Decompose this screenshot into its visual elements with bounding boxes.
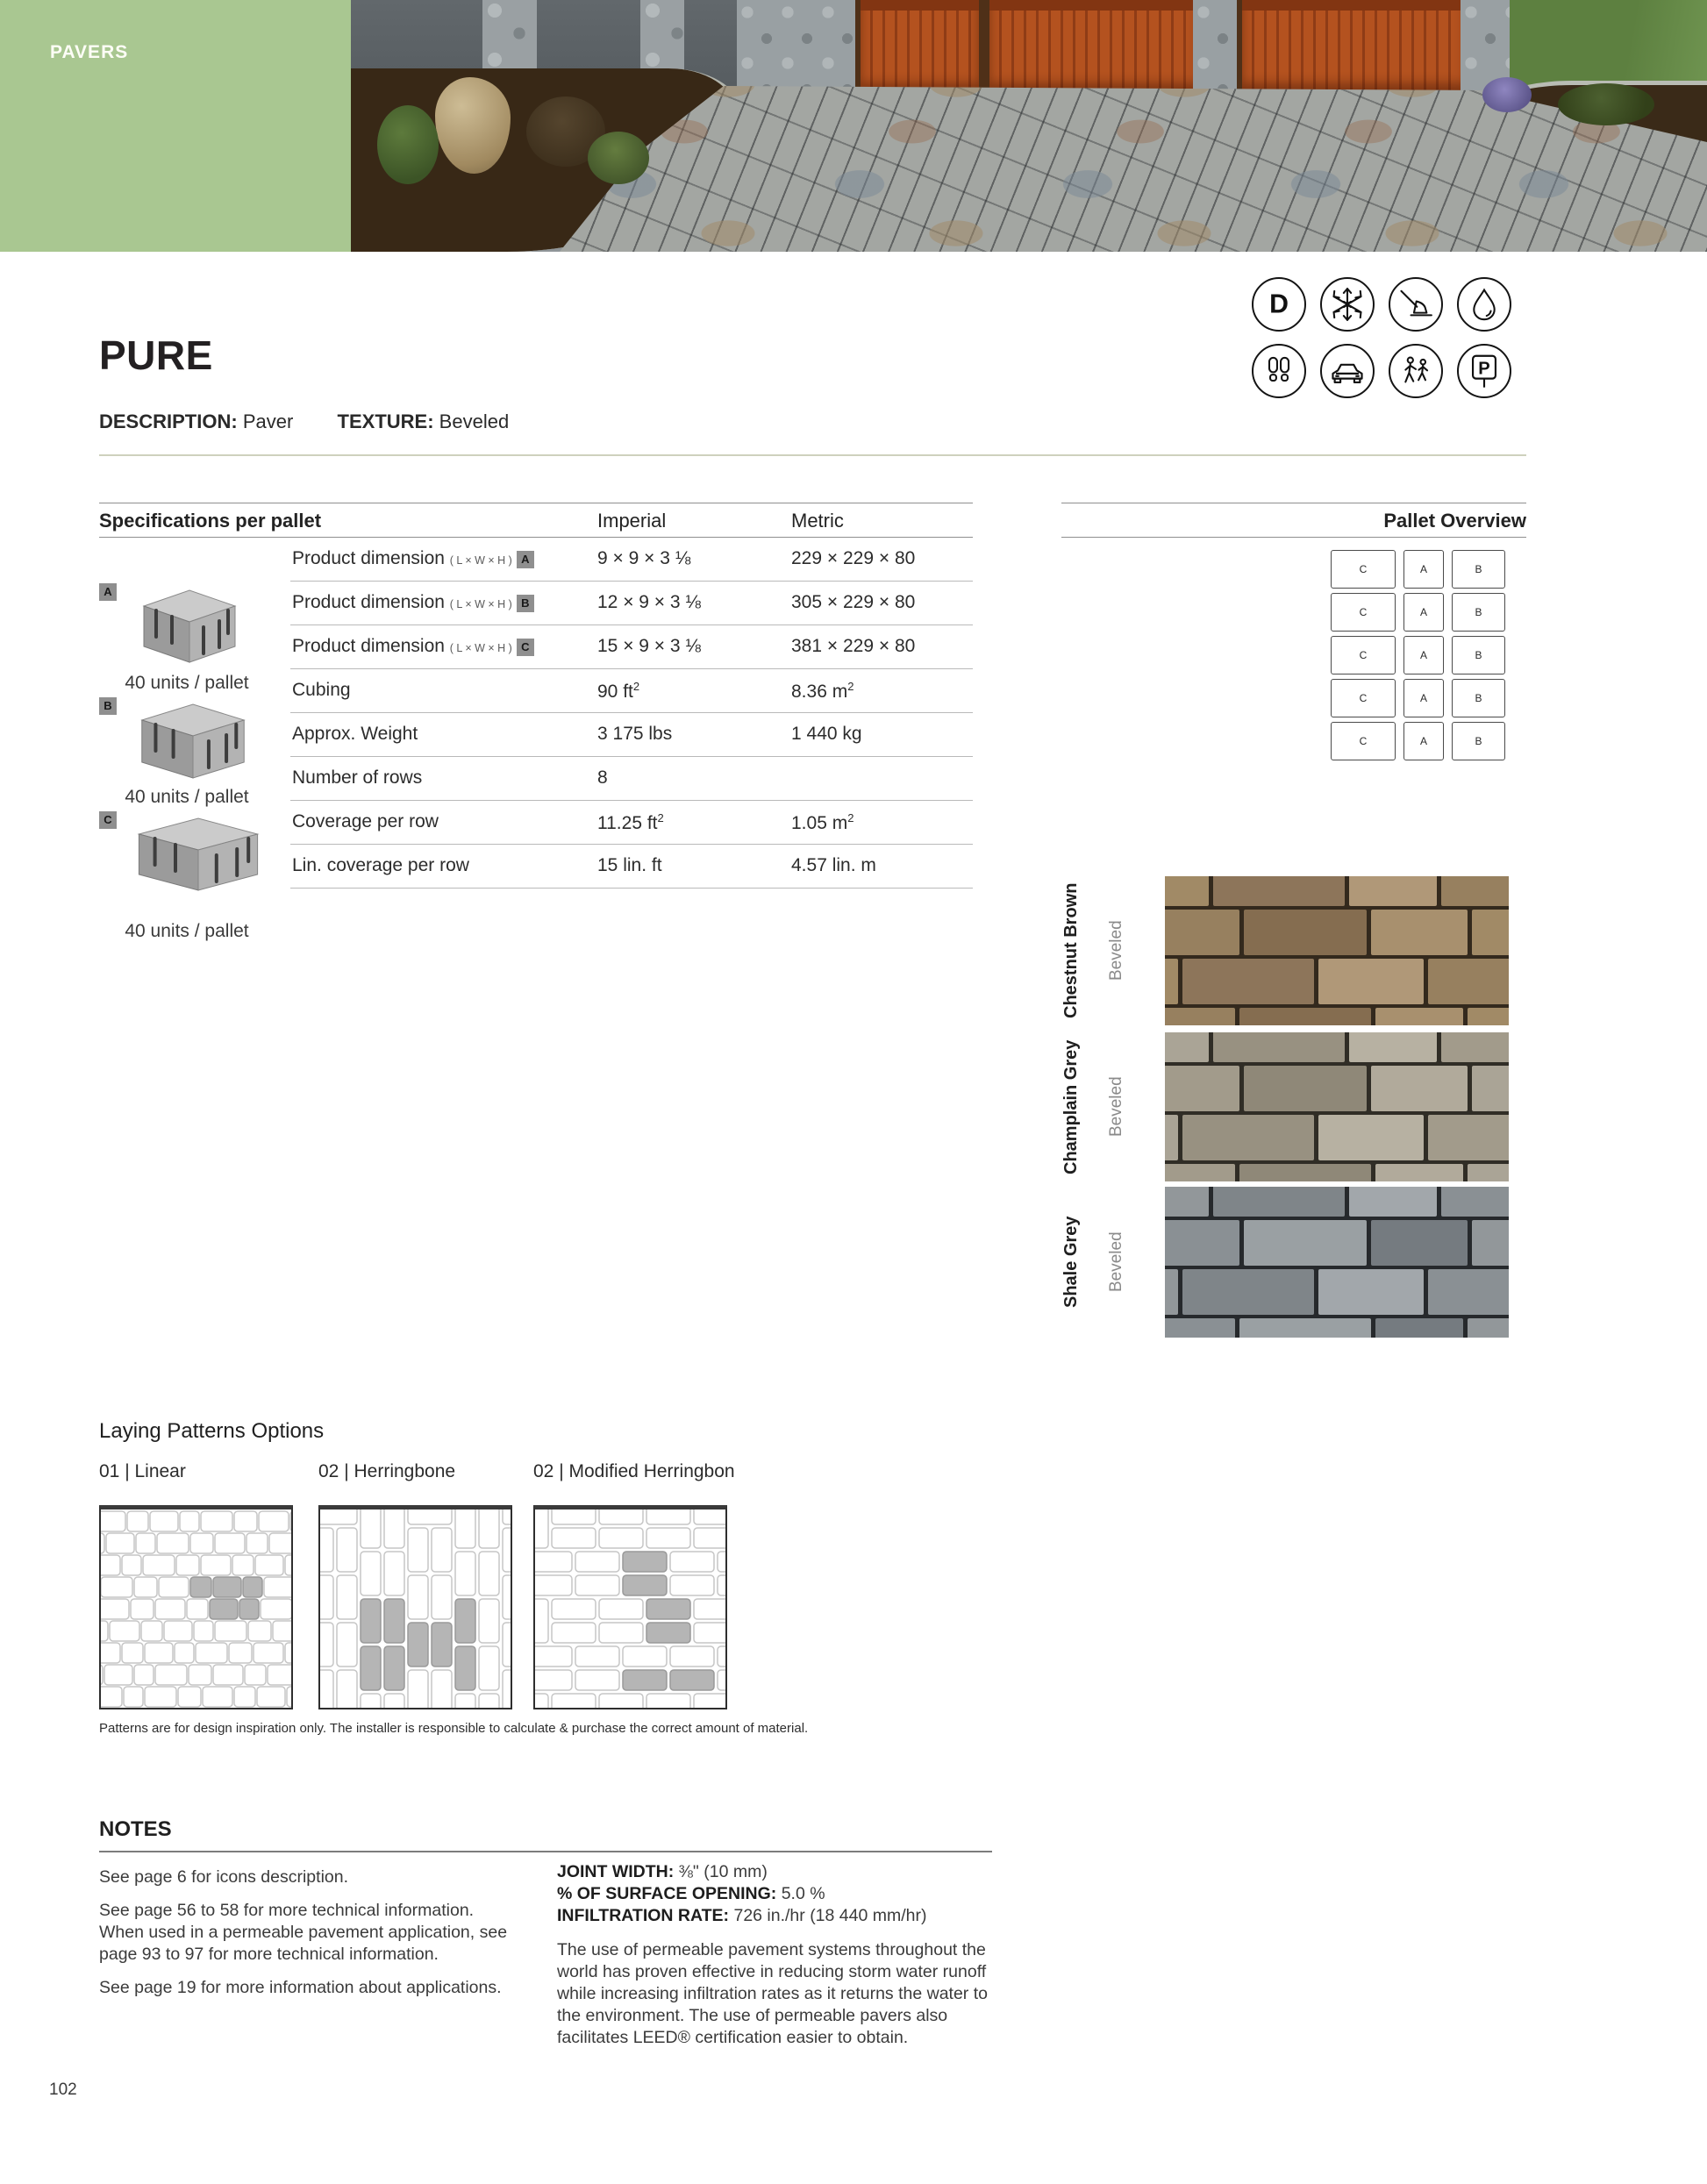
- snow-plow-icon: [1389, 277, 1443, 332]
- swatch-brick: [1239, 1318, 1371, 1338]
- swatch-brick: [1371, 910, 1468, 955]
- letter-d-icon: [1252, 277, 1306, 332]
- product-illustration-b: [99, 697, 290, 811]
- swatch-brick: [1318, 1269, 1424, 1315]
- product-illustration-c: [99, 811, 290, 941]
- swatch-brick: [1213, 1187, 1345, 1217]
- rule: [1061, 537, 1526, 538]
- description-value: Paver: [242, 410, 294, 432]
- spec-row: [290, 538, 973, 582]
- parking-icon: [1457, 344, 1511, 398]
- divider: [99, 454, 1526, 456]
- size-badge: A: [99, 583, 117, 601]
- swatch-row: [1061, 1032, 1526, 1181]
- metric-value: 1.05 $m^2$: [791, 811, 854, 833]
- units-per-pallet: 40 units / pallet: [125, 673, 249, 693]
- notes-title: NOTES: [99, 1817, 172, 1841]
- note-paragraph: See page 6 for icons description.: [99, 1867, 349, 1887]
- metric-value: 1 440 kg: [791, 724, 862, 744]
- metric-value: 381 × 229 × 80: [791, 636, 916, 656]
- metric-value: 8.36 $m^2$: [791, 680, 854, 702]
- swatch-brick: [1441, 1032, 1509, 1062]
- car-icon: [1320, 344, 1375, 398]
- note-paragraph: See page 56 to 58 for more technical information. When used in a permeable pavement application, see page 93 to 97 for more technical information.: [99, 1901, 508, 1964]
- pattern-label: 02 | Modified Herringbon: [533, 1461, 735, 1481]
- notes-right-column: [557, 1861, 996, 2049]
- imperial-value: 3 175 lbs: [597, 724, 673, 744]
- size-badge: B: [99, 697, 117, 715]
- swatch-brick: [1318, 959, 1424, 1004]
- spec-row-label: Product dimension ( L × W × H ) B: [292, 592, 534, 613]
- swatch-brick: [1165, 1220, 1239, 1266]
- pallet-brick-a: A: [1403, 722, 1444, 760]
- size-badge: A: [517, 551, 534, 568]
- page-number: 102: [49, 2081, 77, 2099]
- note-spec-line: INFILTRATION RATE: 726 in./hr (18 440 mm/hr): [557, 1906, 927, 1925]
- attribute-icons: [1252, 277, 1515, 398]
- texture-label: TEXTURE:: [337, 410, 434, 432]
- imperial-value: 15 lin. ft: [597, 855, 662, 875]
- section-label: PAVERS: [50, 42, 129, 62]
- hero-photo: [351, 0, 1707, 252]
- spec-row-label: Cubing: [292, 680, 351, 700]
- swatch-brick: [1441, 876, 1509, 906]
- spec-row: [290, 625, 973, 669]
- hero-grass: [1510, 0, 1707, 88]
- imperial-value: 8: [597, 767, 608, 788]
- swatch-brick: [1441, 1187, 1509, 1217]
- swatch-brick: [1371, 1066, 1468, 1111]
- swatch-brick: [1165, 1164, 1235, 1181]
- spec-rows: [290, 538, 973, 889]
- pallet-brick-a: A: [1403, 593, 1444, 632]
- pallet-brick-c: C: [1331, 679, 1396, 717]
- swatch-texture-image: [1165, 1187, 1509, 1338]
- swatch-brick: [1213, 876, 1345, 906]
- swatch-brick: [1375, 1164, 1463, 1181]
- swatch-brick: [1239, 1008, 1371, 1025]
- hero-shrub: [588, 132, 649, 184]
- imperial-value: 11.25 $ft^2$: [597, 811, 664, 833]
- pallet-brick-c: C: [1331, 636, 1396, 674]
- swatch-brick: [1349, 1187, 1437, 1217]
- pallet-brick-a: A: [1403, 679, 1444, 717]
- pallet-brick-c: C: [1331, 550, 1396, 589]
- swatch-brick: [1165, 1115, 1178, 1160]
- swatch-brick: [1468, 1164, 1509, 1181]
- swatch-brick: [1472, 1220, 1509, 1266]
- note-spec-line: % OF SURFACE OPENING: 5.0 %: [557, 1884, 825, 1903]
- swatch-brick: [1182, 959, 1314, 1004]
- imperial-value: 9 × 9 × 3 ⅛: [597, 548, 691, 568]
- swatch-texture-image: [1165, 876, 1509, 1025]
- pallet-brick-b: B: [1452, 593, 1505, 632]
- units-per-pallet: 40 units / pallet: [125, 787, 249, 807]
- swatch-brick: [1182, 1115, 1314, 1160]
- pedestrians-icon: [1389, 344, 1443, 398]
- description-label: DESCRIPTION:: [99, 410, 238, 432]
- hero-garage-door: [855, 0, 984, 90]
- swatch-brick: [1472, 1066, 1509, 1111]
- section-banner: [0, 0, 351, 252]
- swatch-brick: [1165, 959, 1178, 1004]
- spec-row: [290, 757, 973, 801]
- swatch-brick: [1318, 1115, 1424, 1160]
- page-title: PURE: [99, 332, 213, 378]
- pallet-brick-b: B: [1452, 679, 1505, 717]
- spec-row: [290, 801, 973, 845]
- swatch-brick: [1165, 910, 1239, 955]
- snowflake-icon: [1320, 277, 1375, 332]
- units-per-pallet: 40 units / pallet: [125, 921, 249, 941]
- color-texture: Beveled: [1107, 920, 1125, 981]
- hero-stone-post: [1193, 0, 1237, 95]
- swatch-brick: [1165, 1269, 1178, 1315]
- swatch-brick: [1375, 1008, 1463, 1025]
- color-name: Chestnut Brown: [1061, 882, 1081, 1019]
- pallet-brick-c: C: [1331, 593, 1396, 632]
- spec-row-label: Coverage per row: [292, 811, 439, 831]
- color-name: Champlain Grey: [1061, 1039, 1081, 1174]
- metric-value: 305 × 229 × 80: [791, 592, 916, 612]
- color-name: Shale Grey: [1061, 1216, 1081, 1309]
- product-illustration-a: [99, 583, 290, 697]
- swatch-brick: [1349, 876, 1437, 906]
- spec-row-label: Number of rows: [292, 767, 423, 788]
- metric-value: 4.57 lin. m: [791, 855, 876, 875]
- swatch-brick: [1428, 1115, 1509, 1160]
- footprints-icon: [1252, 344, 1306, 398]
- swatch-brick: [1468, 1318, 1509, 1338]
- spec-row: [290, 713, 973, 757]
- swatch-brick: [1165, 1066, 1239, 1111]
- permeable-paragraph: The use of permeable pavement systems throughout the world has proven effective in reducing storm water runoff while increasing infiltration rates as it returns the water to the environment. The use of permeable pavers also facilitates LEED® certification easier to obtain.: [557, 1940, 988, 2047]
- swatch-texture-image: [1165, 1032, 1509, 1181]
- hero-shrub: [1558, 83, 1654, 125]
- swatch-brick: [1428, 959, 1509, 1004]
- spec-row-label: Lin. coverage per row: [292, 855, 469, 875]
- swatch-brick: [1213, 1032, 1345, 1062]
- swatch-row: [1061, 876, 1526, 1025]
- water-drop-icon: [1457, 277, 1511, 332]
- imperial-value: 90 $ft^2$: [597, 680, 640, 702]
- color-texture: Beveled: [1107, 1231, 1125, 1293]
- pallet-overview-title: Pallet Overview: [1383, 510, 1526, 532]
- pattern-diagram: [99, 1505, 293, 1709]
- svg-text:P: P: [1478, 359, 1490, 379]
- note-paragraph: See page 19 for more information about applications.: [99, 1978, 502, 1997]
- col-header-metric: Metric: [791, 510, 844, 532]
- spec-table-title: Specifications per pallet: [99, 510, 322, 532]
- size-badge: C: [99, 811, 117, 829]
- swatch-brick: [1472, 910, 1509, 955]
- swatch-brick: [1428, 1269, 1509, 1315]
- swatch-brick: [1349, 1032, 1437, 1062]
- swatch-brick: [1165, 1032, 1209, 1062]
- col-header-imperial: Imperial: [597, 510, 667, 532]
- pallet-brick-c: C: [1331, 722, 1396, 760]
- swatch-brick: [1239, 1164, 1371, 1181]
- hero-garage-door: [1237, 0, 1471, 90]
- notes-left-column: [99, 1866, 518, 2010]
- swatch-brick: [1244, 1220, 1367, 1266]
- spec-row: [290, 845, 973, 889]
- spec-row: [290, 669, 973, 713]
- pattern-label: 02 | Herringbone: [318, 1461, 456, 1481]
- spec-row-label: Product dimension ( L × W × H ) C: [292, 636, 534, 657]
- swatch-brick: [1244, 910, 1367, 955]
- imperial-value: 12 × 9 × 3 ⅛: [597, 592, 701, 612]
- note-spec-line: JOINT WIDTH: ⅜" (10 mm): [557, 1862, 768, 1881]
- hero-stone-wall: [737, 0, 855, 90]
- pattern-diagram: [533, 1505, 727, 1709]
- swatch-brick: [1165, 1187, 1209, 1217]
- rule: [99, 1851, 992, 1852]
- size-badge: C: [517, 639, 534, 656]
- spec-row: [290, 582, 973, 625]
- swatch-brick: [1165, 1318, 1235, 1338]
- swatch-brick: [1244, 1066, 1367, 1111]
- svg-text:D: D: [1269, 289, 1289, 319]
- metric-value: 229 × 229 × 80: [791, 548, 916, 568]
- product-subtitle: [99, 410, 509, 433]
- pattern-label: 01 | Linear: [99, 1461, 186, 1481]
- hero-shrub: [377, 105, 439, 184]
- spec-row-label: Approx. Weight: [292, 724, 418, 744]
- swatch-brick: [1375, 1318, 1463, 1338]
- swatch-row: [1061, 1187, 1526, 1338]
- pallet-brick-b: B: [1452, 550, 1505, 589]
- texture-value: Beveled: [439, 410, 510, 432]
- swatch-brick: [1165, 1008, 1235, 1025]
- pallet-brick-a: A: [1403, 550, 1444, 589]
- swatch-brick: [1468, 1008, 1509, 1025]
- laying-patterns-title: Laying Patterns Options: [99, 1419, 325, 1443]
- pallet-brick-b: B: [1452, 636, 1505, 674]
- swatch-brick: [1165, 876, 1209, 906]
- color-texture: Beveled: [1107, 1076, 1125, 1138]
- imperial-value: 15 × 9 × 3 ⅛: [597, 636, 701, 656]
- swatch-brick: [1371, 1220, 1468, 1266]
- pallet-brick-b: B: [1452, 722, 1505, 760]
- hero-flowers: [1482, 77, 1532, 112]
- swatch-brick: [1182, 1269, 1314, 1315]
- pallet-brick-a: A: [1403, 636, 1444, 674]
- size-badge: B: [517, 595, 534, 612]
- spec-row-label: Product dimension ( L × W × H ) A: [292, 548, 534, 569]
- pattern-diagram: [318, 1505, 512, 1709]
- patterns-footnote: Patterns are for design inspiration only. The installer is responsible to calculate & purchase the correct amount of material.: [99, 1721, 809, 1736]
- hero-garage-door: [984, 0, 1203, 90]
